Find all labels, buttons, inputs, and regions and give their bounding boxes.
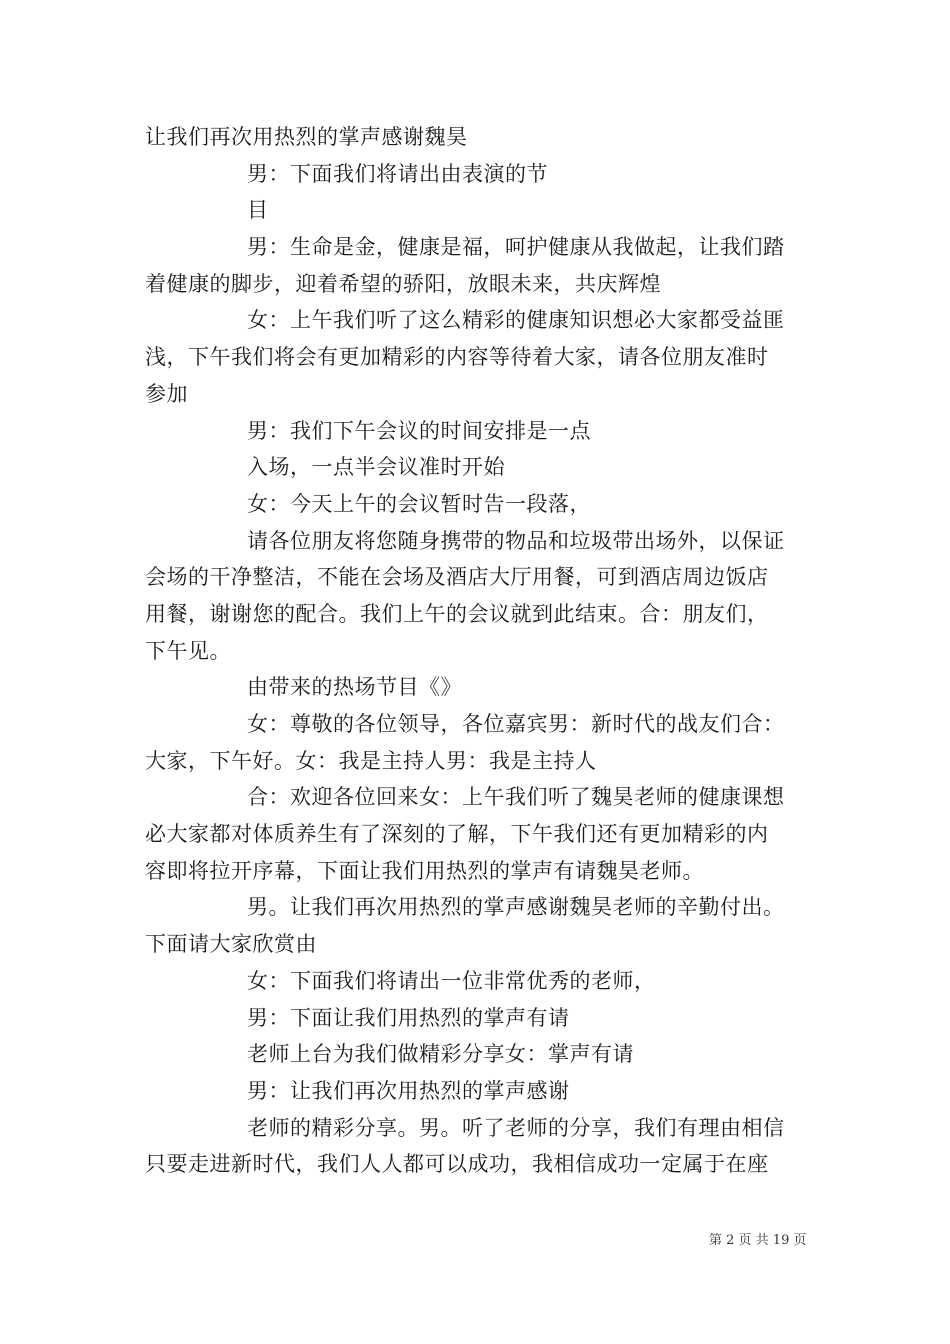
text-line: 容即将拉开序幕，下面让我们用热烈的掌声有请魏昊老师。 [145,858,704,883]
text-line: 入场，一点半会议准时开始 [247,455,505,480]
text-line: 下面请大家欣赏由 [145,932,317,957]
text-line: 用餐，谢谢您的配合。我们上午的会议就到此结束。合：朋友们， [145,601,769,626]
text-line: 让我们再次用热烈的掌声感谢魏昊 [145,125,468,149]
text-line: 男：让我们再次用热烈的掌声感谢 [247,1078,570,1103]
text-line: 老师上台为我们做精彩分享女：掌声有请 [247,1042,634,1067]
text-line: 目 [247,198,269,223]
text-line: 必大家都对体质养生有了深刻的了解，下午我们还有更加精彩的内 [145,822,769,847]
text-line: 浅，下午我们将会有更加精彩的内容等待着大家，请各位朋友准时 [145,345,769,370]
document-body [145,119,810,1183]
text-line: 请各位朋友将您随身携带的物品和垃圾带出场外，以保证 [247,528,785,553]
text-line: 会场的干净整洁，不能在会场及酒店大厅用餐，可到酒店周边饭店 [145,565,769,590]
text-line: 女：尊敬的各位领导，各位嘉宾男：新时代的战友们合： [247,712,785,736]
text-line: 只要走进新时代，我们人人都可以成功，我相信成功一定属于在座 [145,1152,769,1177]
text-line: 男：下面让我们用热烈的掌声有请 [247,1005,570,1030]
text-line: 由带来的热场节目《》 [247,675,462,700]
text-line: 下午见。 [145,638,231,663]
page-number-footer: 第 2 页 共 19 页 [709,1233,807,1248]
text-line: 老师的精彩分享。男。听了老师的分享，我们有理由相信 [247,1115,785,1140]
text-line: 男：我们下午会议的时间安排是一点 [247,418,591,443]
text-line: 着健康的脚步，迎着希望的骄阳，放眼未来，共庆辉煌 [145,271,661,296]
text-line: 男：生命是金，健康是福，呵护健康从我做起，让我们踏 [247,235,785,260]
text-line: 女：今天上午的会议暂时告一段落， [247,491,591,516]
text-line: 男。让我们再次用热烈的掌声感谢魏昊老师的辛勤付出。 [247,895,785,920]
text-line: 男：下面我们将请出由表演的节 [247,161,548,186]
text-line: 女：上午我们听了这么精彩的健康知识想必大家都受益匪 [247,308,785,333]
text-line: 合：欢迎各位回来女：上午我们听了魏昊老师的健康课想 [247,785,785,810]
text-line: 女：下面我们将请出一位非常优秀的老师， [247,968,656,993]
text-line: 大家，下午好。女：我是主持人男：我是主持人 [145,748,597,773]
text-line: 参加 [145,381,188,406]
